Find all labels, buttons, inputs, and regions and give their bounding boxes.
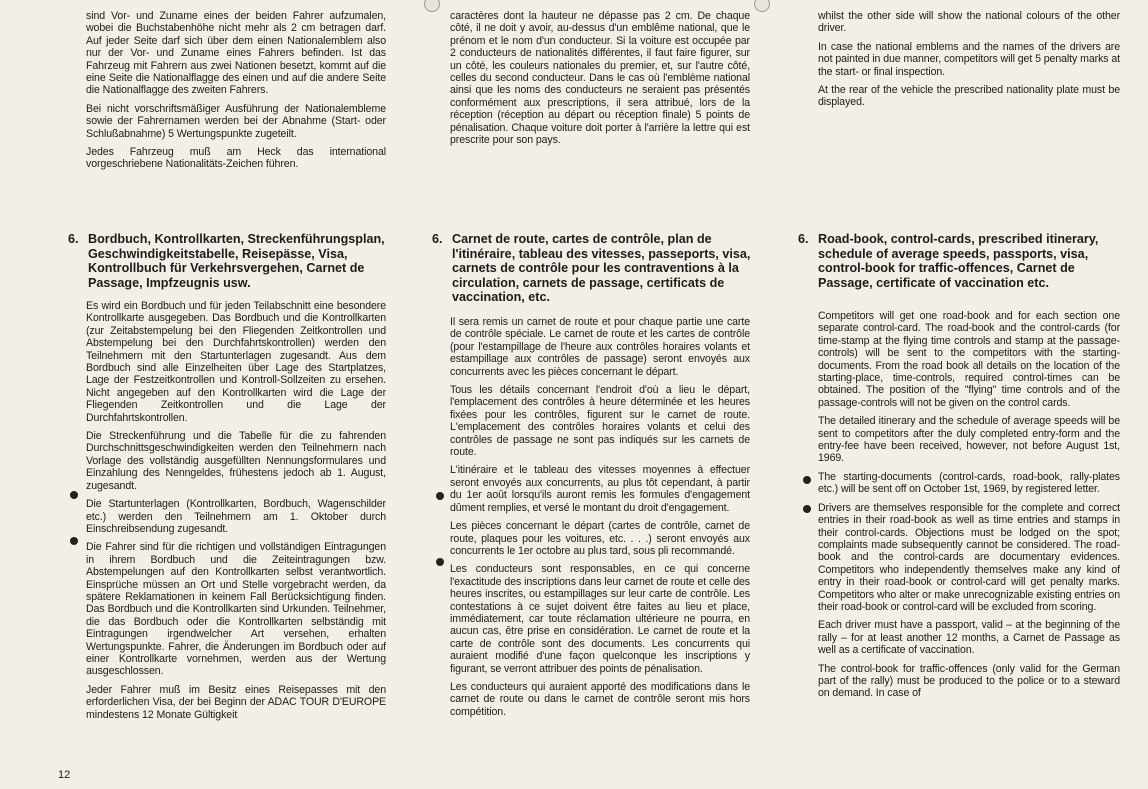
paragraph: L'itinéraire et le tableau des vitesses moyennes à effectuer seront envoyés aux concurrents, au plus tôt cependant, à partir du 1er août lorsqu'ils auront remis les formules d'engagement dûment remplies, et versé le montant du droit d'engagement. bbox=[450, 464, 750, 514]
paragraph: Die Streckenführung und die Tabelle für die zu fahrenden Durchschnittsgeschwindigkeiten werden den Teilnehmern nach Vorlage des vollständig ausgefüllten Nennungsformulares und Einzahlung des Nenngeldes, frühestens jedoch ab 1. August, zugesandt. bbox=[86, 430, 386, 492]
section-heading-german bbox=[68, 232, 386, 290]
section-heading-french bbox=[432, 232, 752, 305]
paragraph: Each driver must have a passport, valid – at the beginning of the rally – for at least another 12 months, a Carnet de Passage as well as a certificate of vaccination. bbox=[818, 619, 1120, 657]
paragraph: Drivers are themselves responsible for the complete and correct entries in their road-book as well as time entries and stamps in their control-cards. Objections must be lodged on the spot; complaints made subsequently cannot be considered. The road-book and the control-cards are documentary evidences. Competitors who independently themselves make any kind of entry in their road-book or control-card will get penalty marks. Competitors who alter or make unrecognizable existing entries on their road-book or control-card will be excluded from scoring. bbox=[818, 501, 1120, 613]
paragraph: Les conducteurs qui auraient apporté des modifications dans le carnet de route ou dans le carnet de contrôle seront mis hors compétition. bbox=[450, 680, 750, 718]
paragraph: Jeder Fahrer muß im Besitz eines Reisepasses mit den erforderlichen Visa, der bei Beginn der ADAC TOUR D'EUROPE mindestens 12 Monate Gültigkeit bbox=[86, 683, 386, 721]
french-column-body bbox=[450, 316, 750, 724]
binding-hole-right bbox=[754, 0, 770, 12]
paragraph: The detailed itinerary and the schedule of average speeds will be sent to competitors after the duly completed entry-form and the entry-fee have been received, however, not before August 1st, 1969. bbox=[818, 415, 1120, 465]
margin-bullet-icon bbox=[803, 505, 811, 513]
german-column-top bbox=[86, 10, 386, 177]
heading-text: Road-book, control-cards, prescribed itinerary, schedule of average speeds, passports, visa, control-book for traffic-offences, Carnet de Passage, certificate of vaccination etc. bbox=[818, 232, 1099, 290]
paragraph: The starting-documents (control-cards, road-book, rally-plates etc.) will be sent off on October 1st, 1969, by registered letter. bbox=[818, 470, 1120, 496]
paragraph: Tous les détails concernant l'endroit d'où a lieu le départ, l'emplacement des contrôles à heure déterminée et les heures fixées pour les contrôles, figurent sur le carnet de route. L'emplacement des contrôles horaires volants et celui des contrôles de passage ne sont pas indiqués sur les carnets de route. bbox=[450, 384, 750, 459]
margin-bullet-icon bbox=[436, 558, 444, 566]
heading-text: Carnet de route, cartes de contrôle, plan de l'itinéraire, tableau des vitesses, passeports, visa, carnets de contrôle pour les contraventions à la circulation, carnets de passage, certificats de vaccination, etc. bbox=[452, 232, 751, 305]
paragraph: sind Vor- und Zuname eines der beiden Fahrer aufzumalen, wobei die Buchstabenhöhe nicht mehr als 2 cm betragen darf. Auf jeder Seite darf sich über dem einen Nationalemblem also nur der Vor- und Zuname eines Fahrers befinden. Ist das Fahrzeug mit Fahrern aus zwei Nationen besetzt, kommt auf die eine Seite die Nationalflagge des einen und auf die andere Seite die Nationalflagge des zweiten Fahrers. bbox=[86, 10, 386, 97]
margin-bullet-icon bbox=[70, 537, 78, 545]
paragraph: caractères dont la hauteur ne dépasse pas 2 cm. De chaque côté, il ne doit y avoir, au-dessus d'un emblême national, que le prénom et le nom d'un conducteur. Si la voiture est occupée par 2 conducteurs de nationalités différentes, il faut faire figurer, sur un côté, les couleurs nationales du premier, et, sur l'autre côté, celles du second conducteur. Dans le cas où l'emblème national ainsi que les noms des conducteurs ne seraient pas présentés conformément aux prescriptions, il sera attribué, lors de la réception (réception au départ ou réception finale) 5 points de pénalisation. Chaque voiture doit porter à l'arrière la lettre qui est prescrite pour son pays. bbox=[450, 10, 750, 147]
section-heading-english bbox=[798, 232, 1120, 290]
paragraph: Les pièces concernant le départ (cartes de contrôle, carnet de route, plaques pour les voitures, etc. . . .) seront envoyés aux concurrents le 1er octobre au plus tard, sous pli recommandé. bbox=[450, 520, 750, 557]
paragraph: In case the national emblems and the names of the drivers are not painted in due manner, competitors will get 5 penalty marks at the start- or final inspection. bbox=[818, 40, 1120, 78]
section-number: 6. bbox=[432, 232, 443, 246]
binding-hole-left bbox=[424, 0, 440, 12]
english-column-top bbox=[818, 10, 1120, 115]
section-number: 6. bbox=[68, 232, 79, 246]
german-column-body bbox=[86, 300, 386, 727]
paragraph: Die Fahrer sind für die richtigen und vollständigen Eintragungen in ihrem Bordbuch und die Zeiteintragungen bzw. Abstempelungen auf den Kontrollkarten selbst verantwortlich. Einsprüche müssen an Ort und Stelle vorgebracht werden, da spätere Reklamationen in keinem Fall Berücksichtigung finden. Das Bordbuch und die Kontrollkarten sind Urkunden. Teilnehmer, die das Bordbuch oder die Kontrollkarten selbständig mit Eintragungen irgendwelcher Art versehen, erhalten Wertungspunkte. Fahrer, die Änderungen im Bordbuch oder auf einer Kontrollkarte vornehmen, werden aus der Wertung ausgeschlossen. bbox=[86, 541, 386, 678]
paragraph: Die Startunterlagen (Kontrollkarten, Bordbuch, Wagenschilder etc.) werden den Teilnehmern am 1. Oktober durch Einschreibsendung zugesandt. bbox=[86, 498, 386, 535]
margin-bullet-icon bbox=[70, 491, 78, 499]
paragraph: Il sera remis un carnet de route et pour chaque partie une carte de contrôle spéciale. Le carnet de route et les cartes de contrôle (pour l'estampillage de l'heure aux contrôles horaires volants et estampillage aux contrôles de passage) seront envoyés aux concurrents avec les pièces concernant le départ. bbox=[450, 316, 750, 378]
margin-bullet-icon bbox=[803, 476, 811, 484]
paragraph: At the rear of the vehicle the prescribed nationality plate must be displayed. bbox=[818, 84, 1120, 109]
section-number: 6. bbox=[798, 232, 809, 246]
page-number: 12 bbox=[58, 769, 71, 781]
paragraph: whilst the other side will show the national colours of the other driver. bbox=[818, 10, 1120, 35]
paragraph: Jedes Fahrzeug muß am Heck das international vorgeschriebene Nationalitäts-Zeichen führen. bbox=[86, 146, 386, 171]
french-column-top bbox=[450, 10, 750, 152]
paragraph: Bei nicht vorschriftsmäßiger Ausführung der Nationalembleme sowie der Fahrernamen werden bei der Abnahme (Start- oder Schlußabnahme) 5 Wertungspunkte zugeteilt. bbox=[86, 102, 386, 140]
margin-bullet-icon bbox=[436, 492, 444, 500]
paragraph: The control-book for traffic-offences (only valid for the German part of the rally) must be produced to the police or to a steward on demand. In case of bbox=[818, 662, 1120, 700]
english-column-body bbox=[818, 310, 1120, 706]
paragraph: Competitors will get one road-book and for each section one separate control-card. The road-book and the control-cards (for time-stamp at the flying time controls and stamp at the passage-controls) will be sent to the competitors with the starting-documents. From the road book all details on the location of the starting-place, time-controls, required control-times can be obtained. The position of the "flying" time controls and of the passage-controls will not be given on the control cards. bbox=[818, 310, 1120, 409]
paragraph: Es wird ein Bordbuch und für jeden Teilabschnitt eine besondere Kontrollkarte ausgegeben. Das Bordbuch und die Kontrollkarten (zur Zeitabstempelung bei den Fliegenden Zeitkontrollen und Abstempelung bei den Durchfahrtskontrollen) werden den Teilnehmern mit den Startunterlagen zugesandt. Aus dem Bordbuch sind alle Einzelheiten über Lage des Startplatzes, Lage der Festzeitkontrollen und Kontroll-Sollzeiten zu ersehen. Nicht angegeben auf den Kontrollkarten wird die Lage der Fliegenden Zeitkontrollen und die Lage der Durchfahrtskontrollen. bbox=[86, 300, 386, 424]
paragraph: Les conducteurs sont responsables, en ce qui concerne l'exactitude des inscriptions dans leur carnet de route et celle des heures inscrites, ou estampillages sur leur carte de contrôle. Les contestations à ce sujet doivent être faites au lieu et place, immédiatement, car toute réclamation ultérieure ne pourra, en aucun cas, être prise en considération. Le carnet de route et la carte de contrôle sont des documents. Les concurrents qui auraient modifié d'une façon quelconque les inscriptions y figurant, se verront attribuer des points de pénalisation. bbox=[450, 563, 750, 675]
heading-text: Bordbuch, Kontrollkarten, Streckenführungsplan, Geschwindigkeitstabelle, Reisepässe, Visa, Kontrollbuch für Verkehrsvergehen, Carnet de Passage, Impfzeugnis usw. bbox=[88, 232, 385, 290]
